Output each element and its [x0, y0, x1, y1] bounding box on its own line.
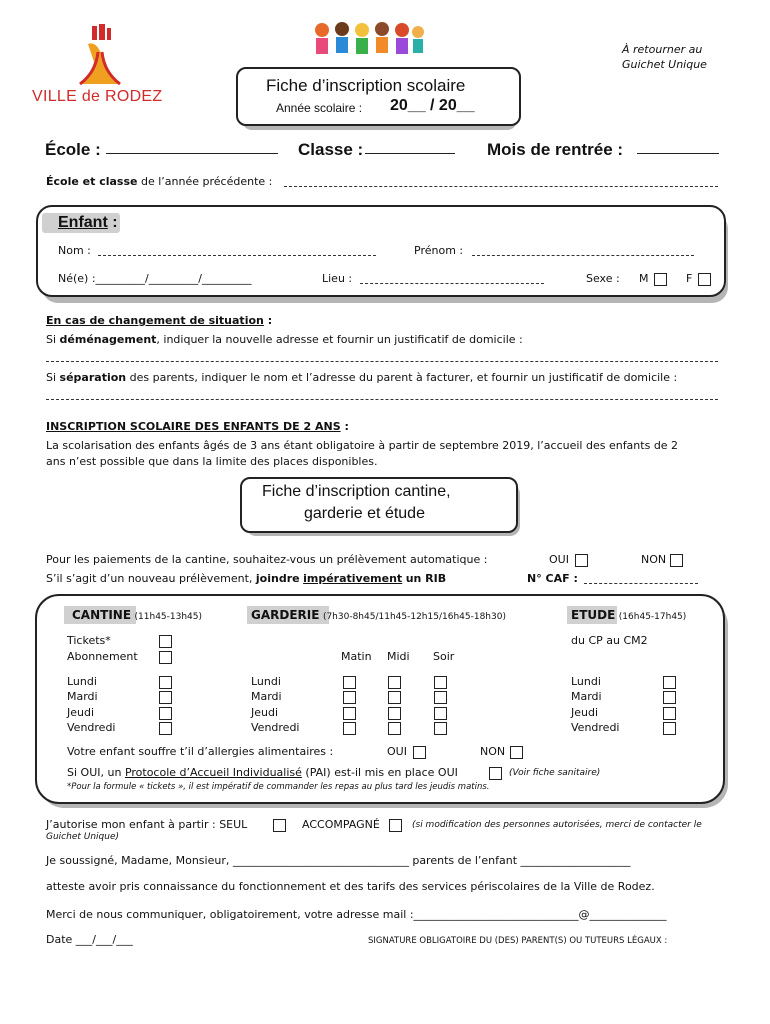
cantine-day-jeudi: Jeudi	[67, 706, 95, 719]
etude-lundi-checkbox[interactable]	[663, 676, 676, 689]
sexe-f-checkbox[interactable]	[698, 273, 711, 286]
cantine-vendredi-checkbox[interactable]	[159, 722, 172, 735]
etude-day-lundi: Lundi	[571, 675, 601, 688]
cp-cm2-label: du CP au CM2	[571, 634, 648, 647]
classe-label: Classe :	[298, 140, 364, 159]
abonnement-label: Abonnement	[67, 650, 138, 663]
deux-ans-text-2: ans n’est possible que dans la limite des places disponibles.	[46, 455, 378, 468]
page-title: Fiche d’inscription scolaire	[266, 76, 466, 95]
cantine-title-box	[240, 477, 518, 533]
allergies-non-checkbox[interactable]	[510, 746, 523, 759]
rib-text: S’il s’agit d’un nouveau prélèvement, joindre impérativement un RIB	[46, 572, 447, 585]
guichet-note: Guichet Unique)	[46, 832, 120, 842]
signature-label: SIGNATURE OBLIGATOIRE DU (DES) PARENT(S) OU TUTEURS LÉGAUX :	[368, 936, 668, 946]
tower-icon	[58, 22, 168, 90]
formule-note: *Pour la formule « tickets », il est impératif de commander les repas au plus tard les jeudis matins.	[67, 782, 490, 792]
autorise-label: J’autorise mon enfant à partir : SEUL	[46, 818, 248, 831]
garderie-jeudi-soir[interactable]	[434, 707, 447, 720]
garderie-header: GARDERIE (7h30-8h45/11h45-12h15/16h45-18h30)	[251, 608, 506, 622]
accompagne-label: ACCOMPAGNÉ	[302, 818, 380, 831]
previous-year-label: École et classe de l’année précédente :	[46, 175, 273, 188]
sexe-m-label: M	[639, 272, 649, 285]
caf-field[interactable]	[584, 583, 698, 584]
seul-checkbox[interactable]	[273, 819, 286, 832]
prelevement-non-checkbox[interactable]	[670, 554, 683, 567]
prenom-field[interactable]	[472, 255, 694, 256]
tickets-label: Tickets*	[67, 634, 111, 647]
cantine-lundi-checkbox[interactable]	[159, 676, 172, 689]
etude-mardi-checkbox[interactable]	[663, 691, 676, 704]
cantine-header: CANTINE (11h45-13h45)	[72, 608, 203, 622]
mois-label: Mois de rentrée :	[487, 140, 624, 159]
changement-title: En cas de changement de situation :	[46, 314, 273, 327]
return-note-2: Guichet Unique	[622, 58, 707, 71]
cantine-day-mardi: Mardi	[67, 690, 98, 703]
lieu-label: Lieu :	[322, 272, 353, 285]
deux-ans-title: INSCRIPTION SCOLAIRE DES ENFANTS DE 2 ANS :	[46, 420, 349, 433]
garderie-vendredi-soir[interactable]	[434, 722, 447, 735]
prelevement-question: Pour les paiements de la cantine, souhaitez-vous un prélèvement automatique :	[46, 553, 488, 566]
garderie-lundi-midi[interactable]	[388, 676, 401, 689]
garderie-jeudi-midi[interactable]	[388, 707, 401, 720]
sexe-m-checkbox[interactable]	[654, 273, 667, 286]
cantine-day-vendredi: Vendredi	[67, 721, 116, 734]
cantine-title-2: garderie et étude	[304, 505, 425, 522]
prelevement-oui-checkbox[interactable]	[575, 554, 588, 567]
enfant-box	[36, 205, 726, 297]
etude-day-jeudi: Jeudi	[571, 706, 599, 719]
sexe-label: Sexe :	[586, 272, 620, 285]
nom-label: Nom :	[58, 244, 91, 257]
separation-field[interactable]	[46, 399, 718, 400]
ecole-field[interactable]	[106, 153, 278, 154]
school-year-label: Année scolaire :	[276, 101, 363, 115]
mail-text: Merci de nous communiquer, obligatoirement, votre adresse mail :______________________________@______________	[46, 908, 667, 921]
etude-day-vendredi: Vendredi	[571, 721, 620, 734]
allergies-oui-checkbox[interactable]	[413, 746, 426, 759]
garderie-day-jeudi: Jeudi	[251, 706, 279, 719]
ecole-label: École :	[45, 140, 101, 159]
garderie-vendredi-midi[interactable]	[388, 722, 401, 735]
midi-label: Midi	[387, 650, 410, 663]
garderie-jeudi-matin[interactable]	[343, 707, 356, 720]
children-illustration	[310, 20, 425, 62]
pai-oui-checkbox[interactable]	[489, 767, 502, 780]
soussigne-text: Je soussigné, Madame, Monsieur, ________________________________ parents de l’enfant ____________________	[46, 854, 631, 867]
garderie-day-lundi: Lundi	[251, 675, 281, 688]
return-note-1: À retourner au	[622, 43, 703, 56]
matin-label: Matin	[341, 650, 372, 663]
deux-ans-text-1: La scolarisation des enfants âgés de 3 ans étant obligatoire à partir de septembre 2019, l’accueil des enfants de 2	[46, 439, 679, 452]
classe-field[interactable]	[365, 153, 455, 154]
date-text: Date ___/___/___	[46, 933, 133, 946]
garderie-mardi-soir[interactable]	[434, 691, 447, 704]
previous-year-field[interactable]	[284, 186, 718, 187]
prenom-label: Prénom :	[414, 244, 464, 257]
accompagne-checkbox[interactable]	[389, 819, 402, 832]
cantine-day-lundi: Lundi	[67, 675, 97, 688]
services-box	[35, 594, 725, 804]
garderie-day-vendredi: Vendredi	[251, 721, 300, 734]
city-logo	[32, 22, 168, 112]
prelevement-oui-label: OUI	[549, 553, 569, 566]
accompagne-note: (si modification des personnes autorisées, merci de contacter le	[412, 820, 702, 830]
separation-text: Si séparation des parents, indiquer le nom et l’adresse du parent à facturer, et fournir un justificatif de domicile :	[46, 371, 678, 384]
allergies-non-label: NON	[480, 745, 506, 758]
garderie-lundi-matin[interactable]	[343, 676, 356, 689]
naissance-field[interactable]: Né(e) :_________/_________/_________	[58, 272, 252, 285]
abonnement-checkbox[interactable]	[159, 651, 172, 664]
garderie-vendredi-matin[interactable]	[343, 722, 356, 735]
demenagement-field[interactable]	[46, 361, 718, 362]
school-year-value: 20__ / 20__	[390, 97, 475, 114]
etude-header: ETUDE (16h45-17h45)	[571, 608, 687, 622]
city-name: VILLE de RODEZ	[32, 88, 163, 105]
garderie-mardi-midi[interactable]	[388, 691, 401, 704]
title-box	[236, 67, 521, 126]
enfant-title: Enfant :	[58, 214, 118, 231]
allergies-oui-label: OUI	[387, 745, 407, 758]
tickets-checkbox[interactable]	[159, 635, 172, 648]
lieu-field[interactable]	[360, 283, 544, 284]
prelevement-non-label: NON	[641, 553, 667, 566]
nom-field[interactable]	[98, 255, 376, 256]
cantine-mardi-checkbox[interactable]	[159, 691, 172, 704]
pai-question: Si OUI, un Protocole d’Accueil Individualisé (PAI) est-il mis en place OUI	[67, 766, 458, 779]
caf-label: N° CAF :	[527, 572, 578, 585]
garderie-day-mardi: Mardi	[251, 690, 282, 703]
sexe-f-label: F	[686, 272, 693, 285]
atteste-text: atteste avoir pris connaissance du fonctionnement et des tarifs des services périscolaires de la Ville de Rodez.	[46, 880, 655, 893]
etude-day-mardi: Mardi	[571, 690, 602, 703]
etude-jeudi-checkbox[interactable]	[663, 707, 676, 720]
allergies-question: Votre enfant souffre t’il d’allergies alimentaires :	[67, 745, 334, 758]
garderie-lundi-soir[interactable]	[434, 676, 447, 689]
mois-field[interactable]	[637, 153, 719, 154]
garderie-mardi-matin[interactable]	[343, 691, 356, 704]
cantine-title-1: Fiche d’inscription cantine,	[262, 483, 451, 500]
pai-note: (Voir fiche sanitaire)	[509, 768, 601, 778]
demenagement-text: Si déménagement, indiquer la nouvelle adresse et fournir un justificatif de domicile :	[46, 333, 523, 346]
cantine-jeudi-checkbox[interactable]	[159, 707, 172, 720]
etude-vendredi-checkbox[interactable]	[663, 722, 676, 735]
soir-label: Soir	[433, 650, 455, 663]
